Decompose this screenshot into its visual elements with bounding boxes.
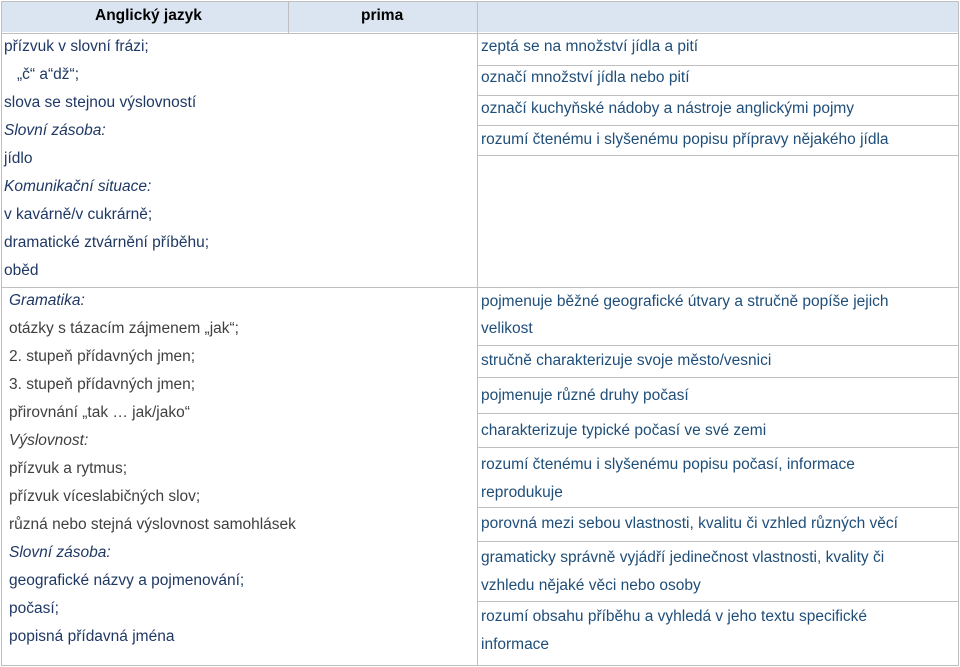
row-line <box>477 155 959 156</box>
header-divider-1 <box>288 1 289 34</box>
row-line <box>477 507 959 508</box>
outcome-item: rozumí obsahu příběhu a vyhledá v jeho textu specifické <box>481 608 868 625</box>
outcome-item: označí množství jídla nebo pití <box>481 69 690 86</box>
outcome-item: reprodukuje <box>481 484 563 501</box>
left-heading: Gramatika: <box>9 292 85 309</box>
outcome-item: gramaticky správně vyjádří jedinečnost vlastnosti, kvality či <box>481 549 885 566</box>
row-line <box>477 447 959 448</box>
table-border-right <box>958 1 959 666</box>
left-item: „č“ a“dž“; <box>17 66 79 83</box>
row-line <box>477 541 959 542</box>
left-item: přízvuk v slovní frázi; <box>4 38 149 55</box>
outcome-item: označí kuchyňské nádoby a nástroje anglickými pojmy <box>481 100 855 117</box>
row-line <box>477 413 959 414</box>
header-cell-empty <box>478 2 958 32</box>
left-item: přízvuk víceslabičných slov; <box>9 488 201 505</box>
left-item: dramatické ztvárnění příběhu; <box>4 234 210 251</box>
row-line <box>477 377 959 378</box>
table-border-header <box>1 33 959 34</box>
outcome-item: zeptá se na množství jídla a pití <box>481 38 699 55</box>
outcome-item: charakterizuje typické počasí ve své zemi <box>481 422 767 439</box>
left-item: slova se stejnou výslovností <box>4 94 197 111</box>
outcome-item: pojmenuje různé druhy počasí <box>481 387 689 404</box>
outcome-item: velikost <box>481 320 533 337</box>
outcome-item: stručně charakterizuje svoje město/vesnici <box>481 352 772 369</box>
left-item: přirovnání „tak … jak/jako“ <box>9 404 190 421</box>
table-border-left <box>1 1 2 666</box>
outcome-item: rozumí čtenému i slyšenému popisu počasí, informace <box>481 456 855 473</box>
row-line <box>477 125 959 126</box>
outcome-item: porovná mezi sebou vlastnosti, kvalitu či vzhled různých věcí <box>481 515 898 532</box>
row-line <box>477 345 959 346</box>
column-divider <box>477 1 478 666</box>
section-divider-left <box>1 287 478 288</box>
table-border-top <box>1 1 959 2</box>
row-line <box>477 65 959 66</box>
left-item: otázky s tázacím zájmenem „jak“; <box>9 320 239 337</box>
left-item: oběd <box>4 262 39 279</box>
left-heading: Slovní zásoba: <box>4 122 106 139</box>
left-item: jídlo <box>4 150 33 167</box>
left-heading: Komunikační situace: <box>4 178 152 195</box>
left-item: geografické názvy a pojmenování; <box>9 572 245 589</box>
left-item: různá nebo stejná výslovnost samohlásek <box>9 516 296 533</box>
left-item: počasí; <box>9 600 59 617</box>
header-subject: Anglický jazyk <box>95 7 202 24</box>
left-item: 2. stupeň přídavných jmen; <box>9 348 196 365</box>
header-grade: prima <box>361 7 404 24</box>
row-line <box>477 287 959 288</box>
row-line <box>477 95 959 96</box>
left-item: v kavárně/v cukrárně; <box>4 206 153 223</box>
outcome-item: pojmenuje běžné geografické útvary a stručně popíše jejich <box>481 293 889 310</box>
left-item: popisná přídavná jména <box>9 628 175 645</box>
table-border-bottom <box>1 665 959 666</box>
outcome-item: vzhledu nějaké věci nebo osoby <box>481 577 701 594</box>
outcome-item: rozumí čtenému i slyšenému popisu přípravy nějakého jídla <box>481 131 889 148</box>
left-item: přízvuk a rytmus; <box>9 460 127 477</box>
left-heading: Slovní zásoba: <box>9 544 111 561</box>
row-line <box>477 601 959 602</box>
left-item: 3. stupeň přídavných jmen; <box>9 376 196 393</box>
outcome-item: informace <box>481 636 550 653</box>
left-heading: Výslovnost: <box>9 432 89 449</box>
